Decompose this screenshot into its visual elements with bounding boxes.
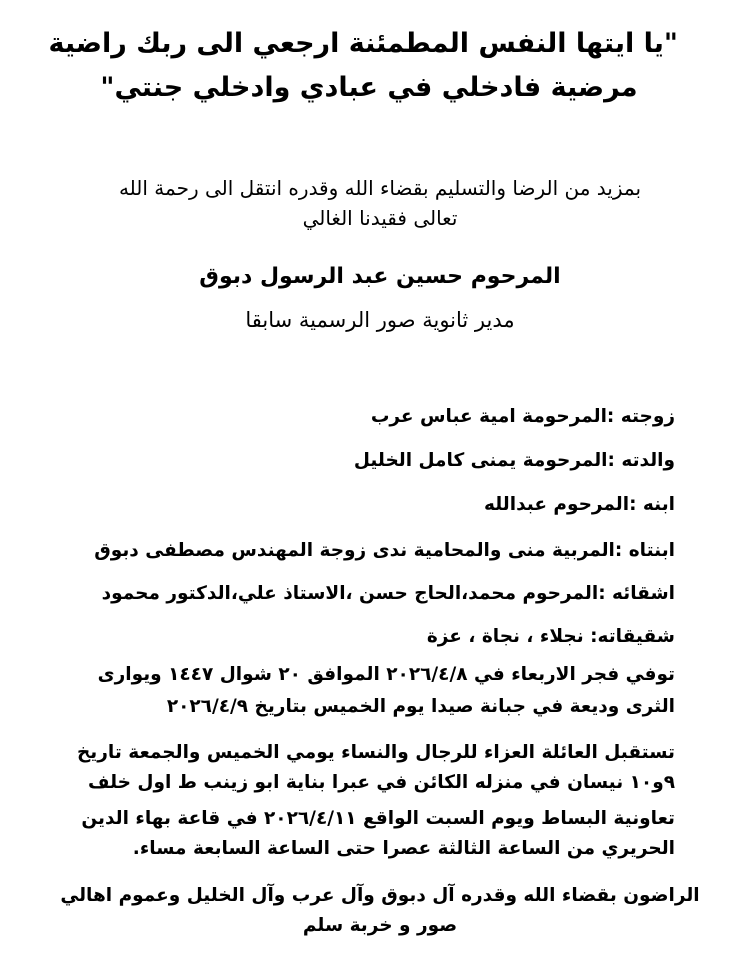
condolences-line-3: تعاونية البساط ويوم السبت الواقع ٢٠٢٦/٤/١١ في قاعة بهاء الدين xyxy=(81,808,675,829)
deceased-title: مدير ثانوية صور الرسمية سابقا xyxy=(245,308,515,332)
quran-verse-line-2: مرضية فادخلي في عبادي وادخلي جنتي" xyxy=(100,72,638,103)
condolences-line-1: تستقبل العائلة العزاء للرجال والنساء يومي الخميس والجمعة تاريخ xyxy=(76,742,675,763)
family-son: ابنه :المرحوم عبدالله xyxy=(484,494,675,515)
death-details-line-2: الثرى وديعة في جبانة صيدا يوم الخميس بتاريخ ٢٠٢٦/٤/٩ xyxy=(166,696,675,717)
deceased-name: المرحوم حسين عبد الرسول دبوق xyxy=(199,264,561,289)
condolences-line-2: ٩و١٠ نيسان في منزله الكائن في عبرا بناية ابو زينب ط اول خلف xyxy=(88,772,675,793)
intro-line-2: تعالى فقيدنا الغالي xyxy=(302,206,458,230)
family-wife: زوجته :المرحومة امية عباس عرب xyxy=(370,406,675,427)
family-mother: والدته :المرحومة يمنى كامل الخليل xyxy=(353,450,675,471)
family-brothers: اشقائه :المرحوم محمد،الحاج حسن ،الاستاذ علي،الدكتور محمود xyxy=(101,583,675,604)
condolences-line-4: الحريري من الساعة الثالثة عصرا حتى الساعة السابعة مساء. xyxy=(132,838,675,859)
closing-line-1: الراضون بقضاء الله وقدره آل دبوق وآل عرب وآل الخليل وعموم اهالي xyxy=(60,885,700,906)
quran-verse-line-1: "يا ايتها النفس المطمئنة ارجعي الى ربك راضية xyxy=(48,28,678,59)
death-details-line-1: توفي فجر الاربعاء في ٢٠٢٦/٤/٨ الموافق ٢٠ شوال ١٤٤٧ ويوارى xyxy=(97,664,675,685)
family-daughters: ابنتاه :المربية منى والمحامية ندى زوجة المهندس مصطفى دبوق xyxy=(94,540,675,561)
closing-line-2: صور و خربة سلم xyxy=(302,915,458,936)
intro-line-1: بمزيد من الرضا والتسليم بقضاء الله وقدره انتقل الى رحمة الله xyxy=(118,176,642,200)
family-sisters: شقيقاته: نجلاء ، نجاة ، عزة xyxy=(426,626,675,647)
